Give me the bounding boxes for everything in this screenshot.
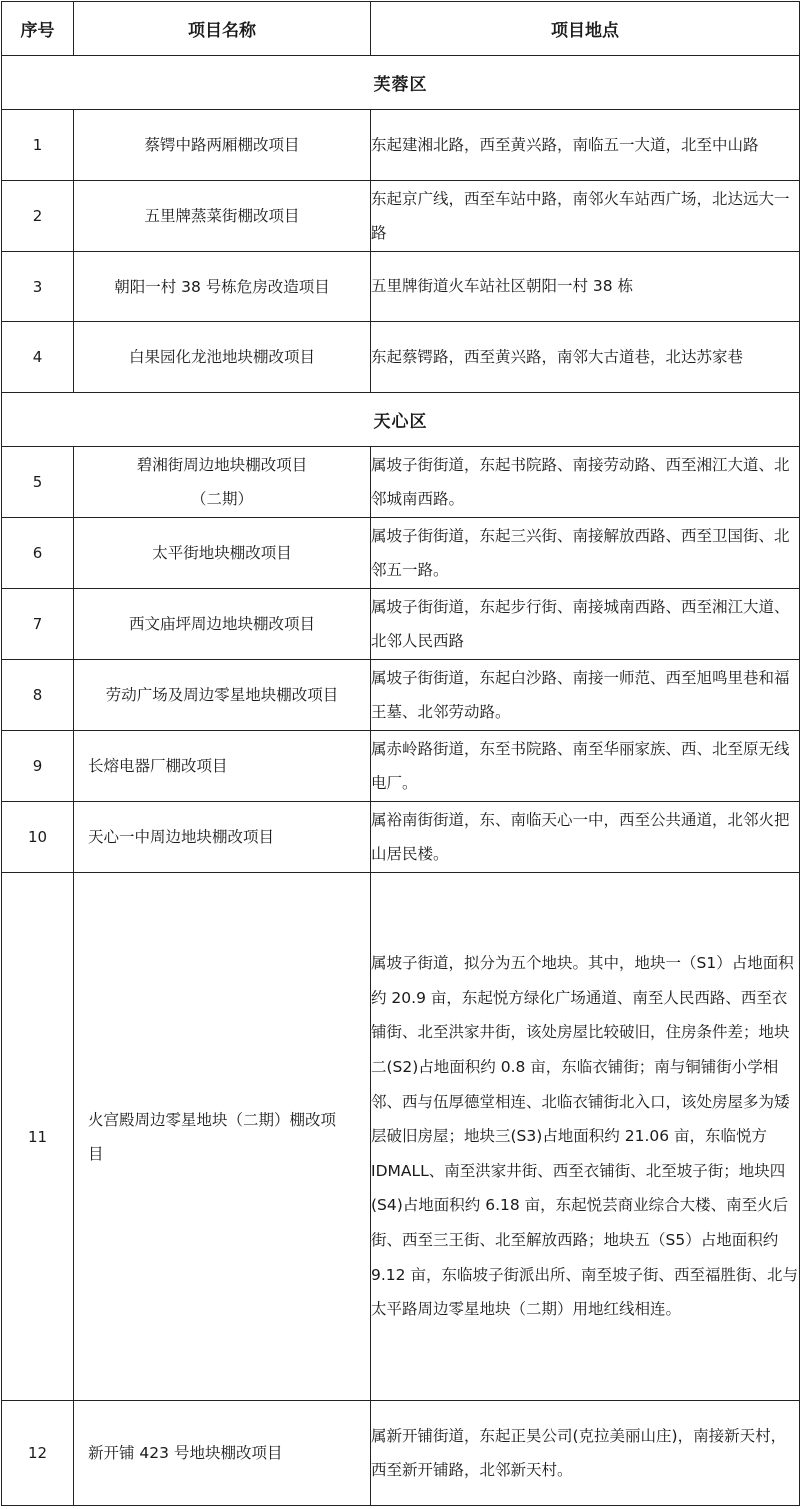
project-location: 属坡子街道，拟分为五个地块。其中，地块一（S1）占地面积约 20.9 亩，东起悦方绿化广场通道、南至人民西路、西至衣铺街、北至洪家井街，该处房屋比较破旧，住房条件差；地块二(S2)占地面积约 0.8 亩，东临衣铺街；南与铜铺街小学相邻、西与伍厚德堂相连、北临衣铺街北入口，该处房屋多为矮层破旧房屋；地块三(S3)占地面积约 21.06 亩，东临悦方IDMALL、南至洪家井街、西至衣铺街、北至坡子街；地块四(S4)占地面积约 6.18 亩，东起悦芸商业综合大楼、南至火后街、西至三王街、北至解放西路；地块五（S5）占地面积约 9.12 亩，东临坡子街派出所、南至坡子街、西至福胜街、北与太平路周边零星地块（二期）用地红线相连。	[371, 873, 800, 1401]
project-location: 属坡子街街道，东起三兴街、南接解放西路、西至卫国街、北邻五一路。	[371, 518, 800, 589]
table-row	[2, 731, 800, 802]
project-location: 属坡子街街道，东起步行街、南接城南西路、西至湘江大道、北邻人民西路	[371, 589, 800, 660]
project-name: 劳动广场及周边零星地块棚改项目	[74, 660, 371, 731]
project-location: 东起蔡锷路，西至黄兴路，南邻大古道巷，北达苏家巷	[371, 322, 800, 393]
row-number: 12	[2, 1401, 74, 1506]
row-number: 7	[2, 589, 74, 660]
project-name: 天心一中周边地块棚改项目	[74, 802, 371, 873]
project-name: 西文庙坪周边地块棚改项目	[74, 589, 371, 660]
project-location: 属坡子街街道，东起书院路、南接劳动路、西至湘江大道、北邻城南西路。	[371, 447, 800, 518]
row-number: 5	[2, 447, 74, 518]
project-location: 属坡子街街道，东起白沙路、南接一师范、西至旭鸣里巷和福王墓、北邻劳动路。	[371, 660, 800, 731]
project-name: 白果园化龙池地块棚改项目	[74, 322, 371, 393]
project-name: 火宫殿周边零星地块（二期）棚改项目	[74, 873, 371, 1401]
row-number: 10	[2, 802, 74, 873]
row-number: 9	[2, 731, 74, 802]
project-location: 东起建湘北路，西至黄兴路，南临五一大道，北至中山路	[371, 110, 800, 181]
table-row	[2, 589, 800, 660]
table-header-row	[2, 2, 800, 56]
header-project-name: 项目名称	[74, 2, 371, 56]
table-row	[2, 1401, 800, 1506]
header-number: 序号	[2, 2, 74, 56]
row-number: 11	[2, 873, 74, 1401]
table-row	[2, 447, 800, 518]
header-project-location: 项目地点	[371, 2, 800, 56]
project-name: 长熔电器厂棚改项目	[74, 731, 371, 802]
project-name: 太平街地块棚改项目	[74, 518, 371, 589]
row-number: 4	[2, 322, 74, 393]
project-location: 五里牌街道火车站社区朝阳一村 38 栋	[371, 252, 800, 322]
project-location: 属裕南街街道，东、南临天心一中，西至公共通道，北邻火把山居民楼。	[371, 802, 800, 873]
table-row	[2, 110, 800, 181]
project-table	[1, 1, 800, 1506]
row-number: 8	[2, 660, 74, 731]
project-name: 新开铺 423 号地块棚改项目	[74, 1401, 371, 1506]
project-location: 属赤岭路街道，东至书院路、南至华丽家族、西、北至原无线电厂。	[371, 731, 800, 802]
table-row	[2, 518, 800, 589]
project-name: 蔡锷中路两厢棚改项目	[74, 110, 371, 181]
table-row	[2, 322, 800, 393]
project-name: 五里牌蒸菜街棚改项目	[74, 181, 371, 252]
project-name: 朝阳一村 38 号栋危房改造项目	[74, 252, 371, 322]
row-number: 2	[2, 181, 74, 252]
table-row	[2, 252, 800, 322]
section-title: 天心区	[2, 393, 800, 447]
project-location: 属新开铺街道，东起正昊公司(克拉美丽山庄)，南接新天村，西至新开铺路，北邻新天村。	[371, 1401, 800, 1506]
row-number: 3	[2, 252, 74, 322]
table-row	[2, 802, 800, 873]
row-number: 1	[2, 110, 74, 181]
table-row	[2, 660, 800, 731]
section-title: 芙蓉区	[2, 56, 800, 110]
project-name: 碧湘街周边地块棚改项目（二期）	[74, 447, 371, 518]
project-location: 东起京广线，西至车站中路，南邻火车站西广场，北达远大一路	[371, 181, 800, 252]
section-row	[2, 56, 800, 110]
table-row	[2, 181, 800, 252]
table-row	[2, 873, 800, 1401]
section-row	[2, 393, 800, 447]
row-number: 6	[2, 518, 74, 589]
